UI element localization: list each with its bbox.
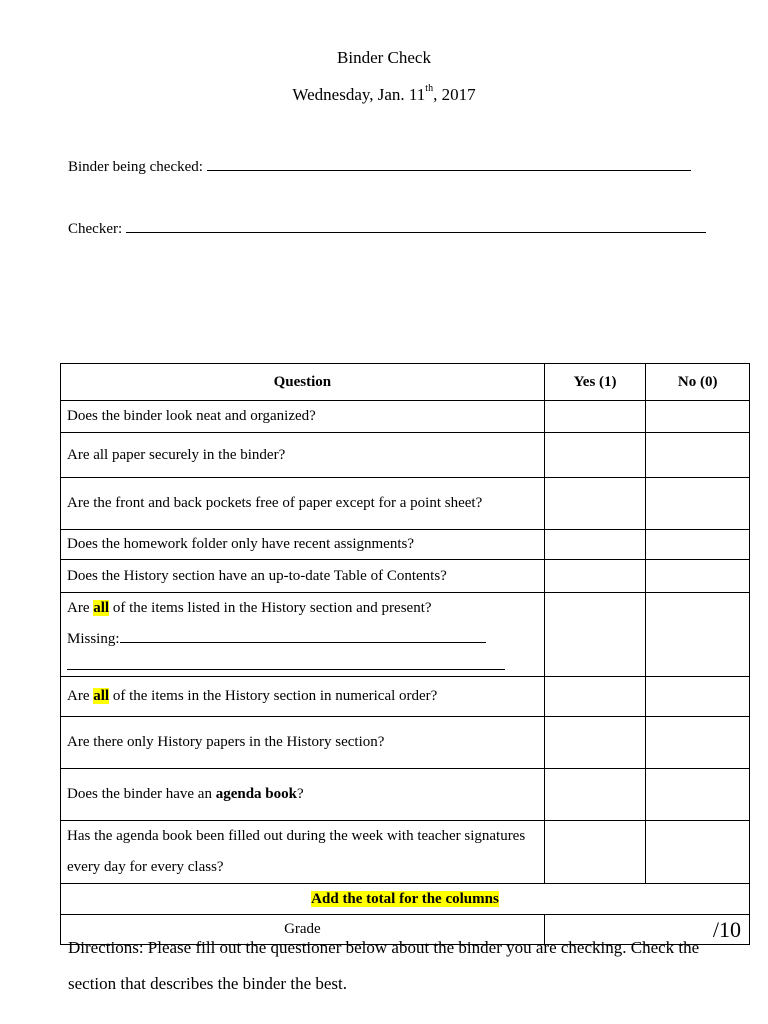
binder-being-checked-line[interactable] (207, 156, 691, 171)
grade-score[interactable]: /10 (544, 915, 749, 945)
checker-line[interactable] (126, 218, 706, 233)
emphasis-all: all (93, 600, 110, 616)
table-row (61, 769, 750, 821)
checker-field[interactable] (68, 218, 706, 238)
yes-cell[interactable] (544, 717, 646, 769)
page-title: Binder Check (337, 48, 431, 67)
checker-label: Checker: (68, 221, 123, 237)
no-cell[interactable] (646, 593, 750, 677)
question-cell: Are all of the items listed in the History section and present? Missing: (61, 593, 545, 677)
no-cell[interactable] (646, 560, 750, 593)
no-cell[interactable] (646, 401, 750, 433)
directions-text: Directions: Please fill out the questioner below about the binder you are checking. Check the section that describes the binder the best. (68, 938, 700, 993)
total-label: Add the total for the columns (311, 890, 499, 907)
table-row (61, 401, 750, 433)
missing-line[interactable] (120, 628, 486, 643)
question-cell: Are there only History papers in the History section? (61, 717, 545, 769)
table-row (61, 717, 750, 769)
yes-cell[interactable] (544, 433, 646, 478)
yes-cell[interactable] (544, 478, 646, 530)
question-cell: Are all paper securely in the binder? (61, 433, 545, 478)
no-cell[interactable] (646, 530, 750, 560)
yes-cell[interactable] (544, 401, 646, 433)
yes-cell[interactable] (544, 530, 646, 560)
yes-cell[interactable] (544, 821, 646, 884)
page-date: Wednesday, Jan. 11th, 2017 (292, 83, 476, 104)
no-cell[interactable] (646, 433, 750, 478)
question-cell: Has the agenda book been filled out during the week with teacher signatures every day for every class? (61, 821, 545, 884)
yes-cell[interactable] (544, 593, 646, 677)
question-cell: Are the front and back pockets free of paper except for a point sheet? (61, 478, 545, 530)
table-row (61, 560, 750, 593)
binder-being-checked-label: Binder being checked: (68, 159, 203, 175)
yes-cell[interactable] (544, 560, 646, 593)
header-yes: Yes (1) (544, 364, 646, 401)
grade-label: Grade (61, 915, 545, 945)
question-cell: Does the binder have an agenda book? (61, 769, 545, 821)
no-cell[interactable] (646, 677, 750, 717)
emphasis-all: all (93, 688, 110, 704)
no-cell[interactable] (646, 821, 750, 884)
yes-cell[interactable] (544, 677, 646, 717)
table-row (61, 677, 750, 717)
question-cell: Does the History section have an up-to-date Table of Contents? (61, 560, 545, 593)
binder-being-checked-field[interactable] (68, 156, 691, 176)
no-cell[interactable] (646, 769, 750, 821)
table-header-row (61, 364, 750, 401)
table-row (61, 433, 750, 478)
agenda-book-bold: agenda book (215, 786, 297, 802)
table-row (61, 530, 750, 560)
table-row (61, 821, 750, 884)
missing-label: Missing: (67, 631, 120, 647)
no-cell[interactable] (646, 478, 750, 530)
binder-checklist-table (60, 363, 750, 945)
question-cell: Does the homework folder only have recent assignments? (61, 530, 545, 560)
missing-line-2[interactable] (67, 655, 505, 670)
table-row (61, 478, 750, 530)
yes-cell[interactable] (544, 769, 646, 821)
question-cell: Are all of the items in the History section in numerical order? (61, 677, 545, 717)
no-cell[interactable] (646, 717, 750, 769)
total-row (61, 884, 750, 915)
header-question: Question (61, 364, 545, 401)
total-cell (61, 884, 750, 915)
question-cell: Does the binder look neat and organized? (61, 401, 545, 433)
table-row (61, 593, 750, 677)
header-no: No (0) (646, 364, 750, 401)
